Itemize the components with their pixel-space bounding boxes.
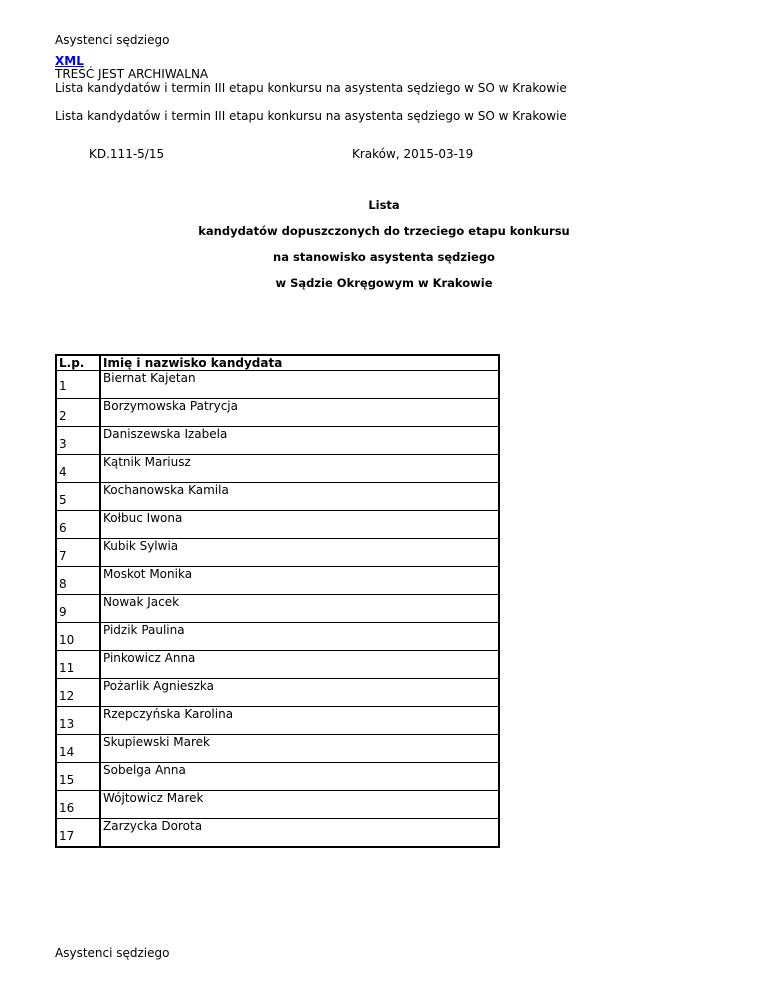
list-title: Lista kandydatów i termin III etapu konkursu na asystenta sędziego w SO w Krakowie [55,81,567,95]
row-number: 3 [56,427,100,455]
table-row [56,371,499,399]
row-number: 11 [56,651,100,679]
list-title-repeat: Lista kandydatów i termin III etapu konkursu na asystenta sędziego w SO w Krakowie [55,109,567,123]
row-number: 13 [56,707,100,735]
column-header-lp: L.p. [56,355,100,371]
document-subtitle-3: w Sądzie Okręgowym w Krakowie [275,276,493,290]
candidate-name: Sobelga Anna [100,763,499,791]
table-row [56,707,499,735]
candidate-name: Nowak Jacek [100,595,499,623]
document-title: Lista [368,198,400,212]
candidate-name: Pożarlik Agnieszka [100,679,499,707]
page-category: Asystenci sędziego [55,33,170,47]
candidate-table [55,354,500,848]
candidate-name: Kochanowska Kamila [100,483,499,511]
table-header-row [56,355,499,371]
table-row [56,735,499,763]
row-number: 17 [56,819,100,848]
candidate-name: Kołbuc Iwona [100,511,499,539]
document-subtitle-2: na stanowisko asystenta sędziego [273,250,495,264]
row-number: 6 [56,511,100,539]
row-number: 7 [56,539,100,567]
candidate-name: Skupiewski Marek [100,735,499,763]
candidate-name: Pidzik Paulina [100,623,499,651]
table-row [56,679,499,707]
table-row [56,483,499,511]
row-number: 15 [56,763,100,791]
row-number: 16 [56,791,100,819]
xml-link[interactable]: XML [55,54,84,68]
place-date: Kraków, 2015-03-19 [352,147,474,161]
row-number: 5 [56,483,100,511]
candidate-name: Rzepczyńska Karolina [100,707,499,735]
row-number: 8 [56,567,100,595]
table-row [56,567,499,595]
table-row [56,399,499,427]
table-row [56,791,499,819]
table-row [56,539,499,567]
candidate-name: Kubik Sylwia [100,539,499,567]
table-row [56,623,499,651]
row-number: 14 [56,735,100,763]
table-row [56,427,499,455]
document-subtitle-1: kandydatów dopuszczonych do trzeciego etapu konkursu [198,224,570,238]
candidate-name: Pinkowicz Anna [100,651,499,679]
row-number: 12 [56,679,100,707]
candidate-name: Wójtowicz Marek [100,791,499,819]
candidate-name: Kątnik Mariusz [100,455,499,483]
footer-category: Asystenci sędziego [55,946,170,960]
row-number: 1 [56,371,100,399]
table-row [56,511,499,539]
archive-note: TREŚĆ JEST ARCHIWALNA [55,67,209,81]
table-row [56,763,499,791]
table-body [56,371,499,848]
candidate-name: Zarzycka Dorota [100,819,499,848]
row-number: 4 [56,455,100,483]
table-row [56,819,499,848]
candidate-name: Daniszewska Izabela [100,427,499,455]
row-number: 9 [56,595,100,623]
candidate-name: Moskot Monika [100,567,499,595]
candidate-name: Biernat Kajetan [100,371,499,399]
column-header-name: Imię i nazwisko kandydata [100,355,499,371]
row-number: 10 [56,623,100,651]
table-row [56,455,499,483]
row-number: 2 [56,399,100,427]
reference-number: KD.111-5/15 [89,147,165,161]
table-row [56,651,499,679]
table-row [56,595,499,623]
candidate-name: Borzymowska Patrycja [100,399,499,427]
